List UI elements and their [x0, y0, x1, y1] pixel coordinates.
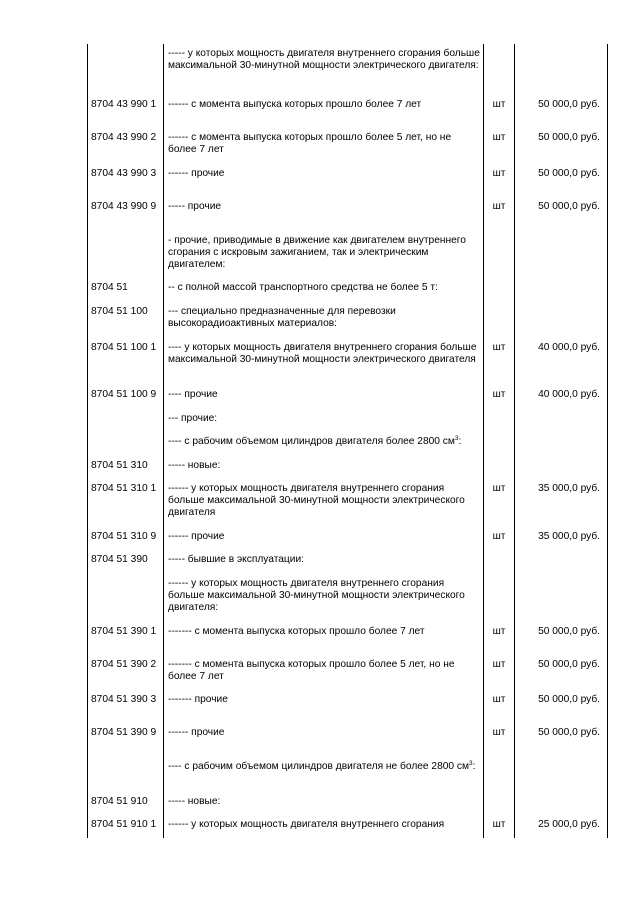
tariff-code: 8704 43 990 1 [91, 99, 157, 110]
tariff-code: 8704 51 100 1 [91, 342, 157, 353]
goods-description: --- прочие: [168, 413, 218, 424]
column-divider [514, 44, 515, 838]
tariff-code: 8704 51 310 [91, 460, 148, 471]
unit: шт [492, 342, 506, 353]
goods-description: ------ прочие [168, 168, 225, 179]
unit: шт [492, 483, 506, 494]
goods-description: ------- с момента выпуска которых прошло более 5 лет, но не более 7 лет [168, 659, 455, 683]
tariff-code: 8704 51 [91, 282, 128, 293]
goods-description: ---- с рабочим объемом цилиндров двигателя более 2800 $см^3$: [168, 435, 462, 447]
duty-rate: 40 000,0 руб. [538, 389, 600, 400]
goods-description: ----- новые: [168, 460, 221, 471]
duty-rate: 40 000,0 руб. [538, 342, 600, 353]
unit: шт [492, 132, 506, 143]
duty-rate: 50 000,0 руб. [538, 168, 600, 179]
duty-rate: 50 000,0 руб. [538, 132, 600, 143]
tariff-code: 8704 51 910 [91, 796, 148, 807]
tariff-code: 8704 51 100 9 [91, 389, 157, 400]
goods-description: - прочие, приводимые в движение как двигателем внутреннего сгорания с искровым зажиганием, так и электрическим двигателем: [168, 235, 466, 271]
tariff-code: 8704 51 390 1 [91, 626, 157, 637]
goods-description: ---- прочие [168, 389, 218, 400]
goods-description: ------ у которых мощность двигателя внутреннего сгорания [168, 819, 445, 830]
unit: шт [492, 389, 506, 400]
duty-rate: 50 000,0 руб. [538, 659, 600, 670]
tariff-code: 8704 51 910 1 [91, 819, 157, 830]
column-divider [87, 44, 88, 838]
duty-rate: 50 000,0 руб. [538, 694, 600, 705]
goods-description: ------- с момента выпуска которых прошло более 7 лет [168, 626, 425, 637]
unit: шт [492, 819, 506, 830]
unit: шт [492, 659, 506, 670]
duty-rate: 35 000,0 руб. [538, 531, 600, 542]
goods-description: ----- у которых мощность двигателя внутреннего сгорания больше максимальной 30-минутной мощности электрического двигателя: [168, 48, 480, 72]
goods-description: ---- с рабочим объемом цилиндров двигателя не более 2800 $см^3$: [168, 760, 476, 772]
goods-description: ----- бывшие в эксплуатации: [168, 554, 304, 565]
duty-rate: 50 000,0 руб. [538, 99, 600, 110]
goods-description: ---- у которых мощность двигателя внутреннего сгорания больше максимальной 30-минутной мощности электрического двигателя [168, 342, 477, 366]
tariff-code: 8704 43 990 3 [91, 168, 157, 179]
tariff-code: 8704 51 390 2 [91, 659, 157, 670]
unit: шт [492, 626, 506, 637]
column-divider [163, 44, 164, 838]
goods-description: ------ у которых мощность двигателя внутреннего сгорания больше максимальной 30-минутной мощности электрического двигателя [168, 483, 465, 519]
column-divider [607, 44, 608, 838]
goods-description: ------ с момента выпуска которых прошло более 5 лет, но не более 7 лет [168, 132, 452, 156]
tariff-code: 8704 51 390 3 [91, 694, 157, 705]
duty-rate: 50 000,0 руб. [538, 626, 600, 637]
duty-rate: 25 000,0 руб. [538, 819, 600, 830]
column-divider [483, 44, 484, 838]
tariff-code: 8704 51 390 9 [91, 727, 157, 738]
goods-description: ------ прочие [168, 727, 225, 738]
tariff-code: 8704 43 990 9 [91, 201, 157, 212]
goods-description: ----- новые: [168, 796, 221, 807]
goods-description: --- специально предназначенные для перевозки высокорадиоактивных материалов: [168, 306, 396, 330]
unit: шт [492, 694, 506, 705]
tariff-code: 8704 43 990 2 [91, 132, 157, 143]
tariff-code: 8704 51 310 1 [91, 483, 157, 494]
tariff-code: 8704 51 310 9 [91, 531, 157, 542]
goods-description: ------- прочие [168, 694, 228, 705]
unit: шт [492, 531, 506, 542]
unit: шт [492, 201, 506, 212]
goods-description: ------ у которых мощность двигателя внутреннего сгорания больше максимальной 30-минутной мощности электрического двигателя: [168, 578, 465, 614]
goods-description: ------ с момента выпуска которых прошло более 7 лет [168, 99, 422, 110]
tariff-code: 8704 51 100 [91, 306, 148, 317]
unit: шт [492, 168, 506, 179]
duty-rate: 35 000,0 руб. [538, 483, 600, 494]
goods-description: ------ прочие [168, 531, 225, 542]
duty-rate: 50 000,0 руб. [538, 727, 600, 738]
goods-description: ----- прочие [168, 201, 222, 212]
unit: шт [492, 99, 506, 110]
tariff-code: 8704 51 390 [91, 554, 148, 565]
unit: шт [492, 727, 506, 738]
duty-rate: 50 000,0 руб. [538, 201, 600, 212]
goods-description: -- с полной массой транспортного средства не более 5 т: [168, 282, 438, 293]
